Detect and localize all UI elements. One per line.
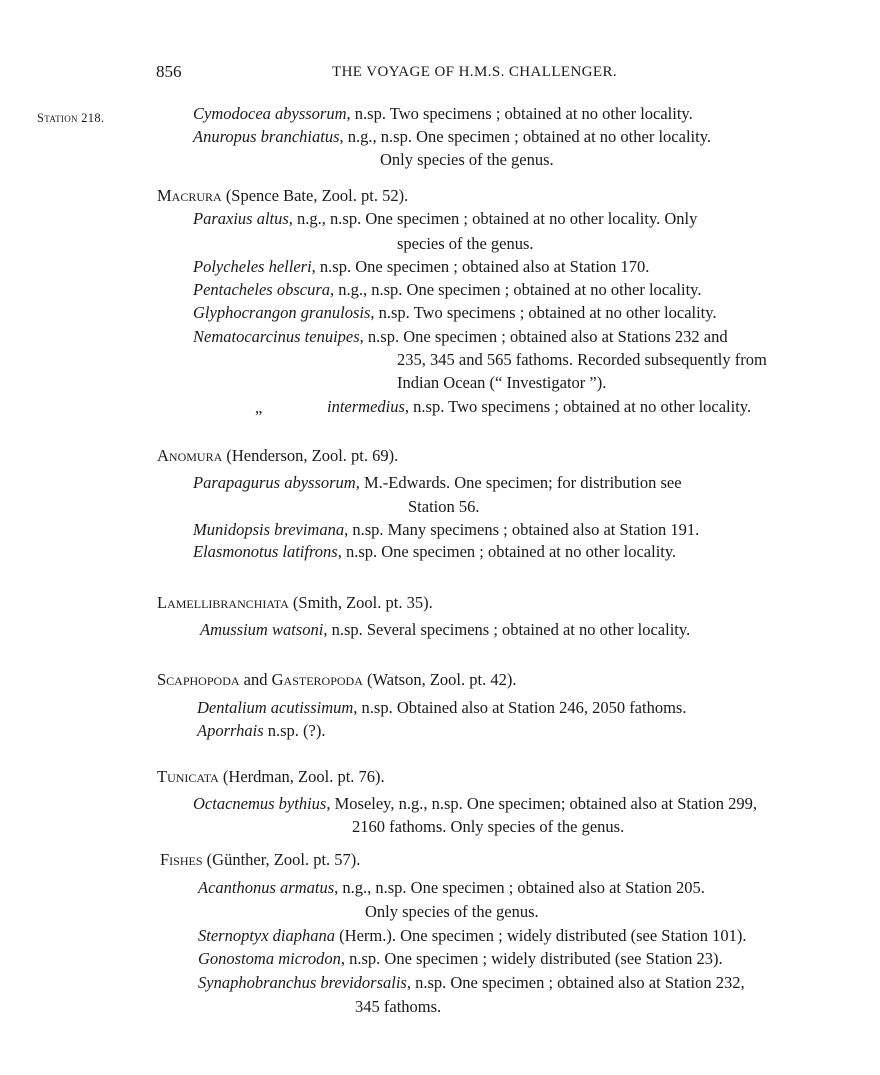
group-name-secondary: Gasteropoda — [271, 670, 363, 689]
entry-continuation: 2160 fathoms. Only species of the genus. — [352, 817, 625, 836]
species-entry — [193, 209, 697, 229]
entry-continuation: Indian Ocean (“ Investigator ”). — [397, 373, 607, 392]
entry-text: , n.sp. Two specimens ; obtained at no other locality. — [370, 303, 717, 322]
species-entry — [198, 926, 747, 946]
page-number: 856 — [156, 62, 182, 81]
species-name: Amussium watsoni — [200, 620, 324, 639]
entry-text: , n.sp. Two specimens ; obtained at no other locality. — [346, 104, 693, 123]
species-entry — [193, 280, 701, 300]
species-entry — [198, 949, 723, 969]
species-entry — [198, 878, 705, 898]
group-name: Tunicata — [157, 767, 219, 786]
group-reference: (Watson, Zool. pt. 42). — [362, 670, 517, 689]
entry-text: , n.sp. Many specimens ; obtained also at Station 191. — [344, 520, 700, 539]
entry-text: , n.sp. One specimen ; obtained also at Stations 232 and — [359, 327, 728, 346]
species-name: Nematocarcinus tenuipes — [193, 327, 360, 346]
entry-text: , Moseley, n.g., n.sp. One specimen; obtained also at Station 299, — [326, 794, 757, 813]
entry-text: , n.g., n.sp. One specimen ; obtained also at Station 205. — [334, 878, 705, 897]
species-name: Glyphocrangon granulosis — [193, 303, 371, 322]
group-reference: (Spence Bate, Zool. pt. 52). — [221, 186, 409, 205]
species-name: Synaphobranchus brevidorsalis — [198, 973, 407, 992]
species-name: Gonostoma microdon — [198, 949, 341, 968]
species-name: Aporrhais — [197, 721, 264, 740]
species-name: Elasmonotus latifrons — [193, 542, 338, 561]
species-entry — [197, 698, 686, 718]
section-heading — [157, 446, 398, 466]
group-name: Fishes — [160, 850, 203, 869]
species-name: Anuropus branchiatus — [193, 127, 340, 146]
species-entry — [193, 127, 711, 147]
species-entry — [327, 397, 751, 417]
entry-text: , n.sp. One specimen ; obtained also at Station 232, — [406, 973, 745, 992]
ditto-mark: „ — [255, 398, 263, 417]
group-name: Scaphopoda — [157, 670, 240, 689]
entry-text: , M.-Edwards. One specimen; for distribution see — [355, 473, 682, 492]
entry-text: n.sp. (?). — [263, 721, 326, 740]
species-entry — [193, 473, 682, 493]
group-reference: (Günther, Zool. pt. 57). — [202, 850, 361, 869]
species-name: Munidopsis brevimana — [193, 520, 345, 539]
group-reference: (Herdman, Zool. pt. 76). — [218, 767, 385, 786]
species-name: Paraxius altus — [193, 209, 289, 228]
entry-text: , n.g., n.sp. One specimen ; obtained at no other locality. Only — [288, 209, 698, 228]
section-heading — [157, 593, 433, 613]
entry-continuation: 345 fathoms. — [355, 997, 442, 1016]
entry-text: , n.sp. One specimen ; obtained also at Station 170. — [311, 257, 650, 276]
species-entry — [193, 257, 649, 277]
species-entry — [193, 794, 757, 814]
entry-continuation: species of the genus. — [397, 234, 534, 253]
entry-text: , n.g., n.sp. One specimen ; obtained at no other locality. — [339, 127, 711, 146]
entry-text: (Herm.). One specimen ; widely distributed (see Station 101). — [335, 926, 747, 945]
species-entry — [193, 542, 676, 562]
entry-continuation: Only species of the genus. — [380, 150, 554, 169]
species-entry — [197, 721, 326, 741]
station-label: Station 218. — [37, 111, 105, 125]
entry-continuation: Station 56. — [408, 497, 480, 516]
entry-text: , n.sp. One specimen ; widely distributed (see Station 23). — [340, 949, 723, 968]
species-entry — [193, 303, 717, 323]
group-name: Anomura — [157, 446, 223, 465]
species-name: Polycheles helleri — [193, 257, 312, 276]
entry-continuation: Only species of the genus. — [365, 902, 539, 921]
group-name: Macrura — [157, 186, 222, 205]
species-name: Cymodocea abyssorum — [193, 104, 347, 123]
species-name: Pentacheles obscura — [193, 280, 331, 299]
section-heading — [157, 186, 408, 206]
species-entry — [200, 620, 690, 640]
species-entry — [198, 973, 745, 993]
species-entry — [193, 327, 728, 347]
section-heading — [157, 767, 385, 787]
entry-text: , n.g., n.sp. One specimen ; obtained at no other locality. — [330, 280, 702, 299]
group-reference: (Henderson, Zool. pt. 69). — [222, 446, 399, 465]
species-name: Acanthonus armatus — [198, 878, 335, 897]
entry-text: , n.sp. Several specimens ; obtained at no other locality. — [323, 620, 691, 639]
species-name: intermedius — [327, 397, 405, 416]
group-connector: and — [239, 670, 272, 689]
section-heading — [157, 670, 516, 690]
group-reference: (Smith, Zool. pt. 35). — [288, 593, 433, 612]
species-entry — [193, 104, 693, 124]
species-entry — [193, 520, 699, 540]
entry-text: , n.sp. Obtained also at Station 246, 2050 fathoms. — [353, 698, 687, 717]
entry-text: , n.sp. One specimen ; obtained at no other locality. — [337, 542, 677, 561]
entry-text: , n.sp. Two specimens ; obtained at no other locality. — [404, 397, 752, 416]
entry-continuation: 235, 345 and 565 fathoms. Recorded subsequently from — [397, 350, 767, 369]
section-heading — [160, 850, 360, 870]
species-name: Octacnemus bythius — [193, 794, 327, 813]
species-name: Sternoptyx diaphana — [198, 926, 336, 945]
species-name: Parapagurus abyssorum — [193, 473, 356, 492]
species-name: Dentalium acutissimum — [197, 698, 354, 717]
group-name: Lamellibranchiata — [157, 593, 289, 612]
running-title: THE VOYAGE OF H.M.S. CHALLENGER. — [332, 64, 618, 80]
